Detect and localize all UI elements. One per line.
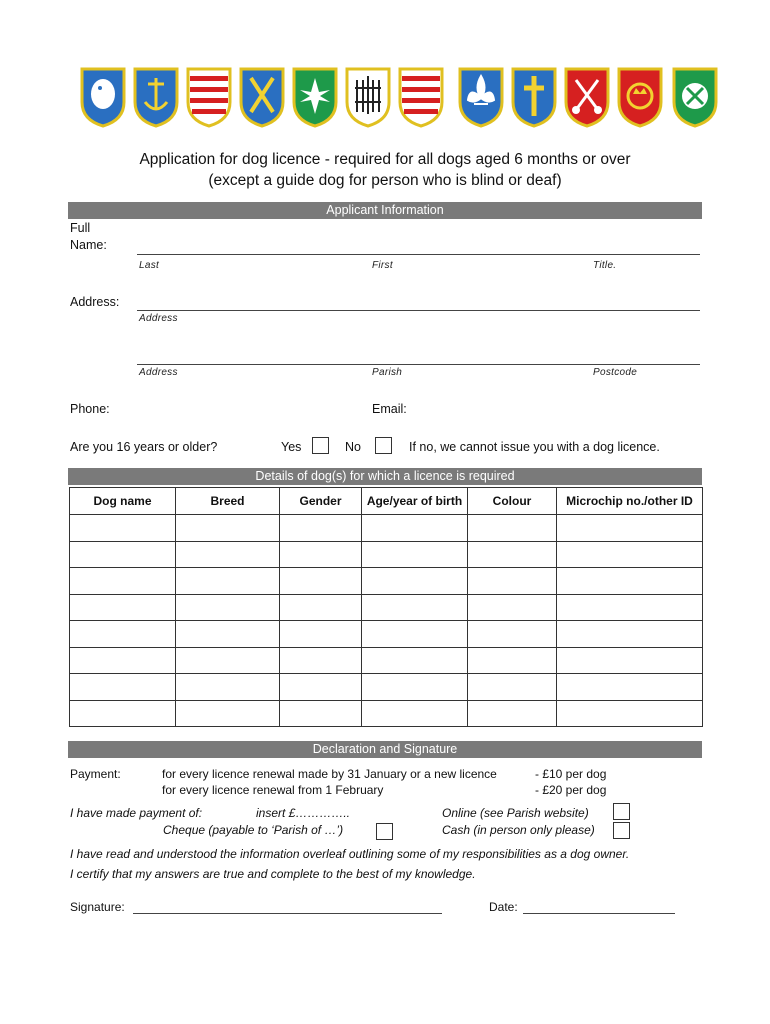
fee-1: - £10 per dog — [535, 767, 607, 781]
table-cell[interactable] — [280, 541, 362, 568]
signature-field[interactable] — [133, 913, 442, 914]
full-name-label — [70, 220, 107, 254]
table-cell[interactable] — [70, 647, 176, 674]
column-header-age: Age/year of birth — [362, 488, 468, 515]
table-cell[interactable] — [176, 674, 280, 701]
table-cell[interactable] — [468, 568, 557, 595]
table-cell[interactable] — [557, 621, 703, 648]
table-cell[interactable] — [557, 541, 703, 568]
stripes-crest-icon — [398, 66, 444, 128]
age-requirement-note: If no, we cannot issue you with a dog licence. — [409, 440, 660, 454]
table-row — [70, 621, 703, 648]
postcode-caption: Postcode — [593, 367, 638, 378]
payment-amount-field[interactable]: insert £………….. — [256, 806, 351, 820]
last-name-caption: Last — [139, 260, 160, 271]
cash-payment-label: Cash (in person only please) — [442, 823, 595, 837]
table-cell[interactable] — [468, 594, 557, 621]
table-cell[interactable] — [280, 674, 362, 701]
parish-crests — [80, 66, 720, 130]
table-cell[interactable] — [70, 700, 176, 727]
read-statement: I have read and understood the information overleaf outlining some of my responsibilities as a dog owner. — [70, 847, 630, 861]
table-cell[interactable] — [176, 541, 280, 568]
table-cell[interactable] — [70, 621, 176, 648]
table-row — [70, 674, 703, 701]
dog-details-table — [69, 487, 703, 727]
table-row — [70, 515, 703, 542]
table-cell[interactable] — [70, 594, 176, 621]
table-row — [70, 594, 703, 621]
table-cell[interactable] — [176, 515, 280, 542]
renewal-rule-2: for every licence renewal from 1 February — [162, 783, 384, 797]
table-row — [70, 541, 703, 568]
table-cell[interactable] — [468, 515, 557, 542]
online-payment-label: Online (see Parish website) — [442, 806, 589, 820]
address-field-1[interactable] — [137, 310, 700, 311]
dog-details-section-header: Details of dog(s) for which a licence is required — [68, 468, 702, 485]
no-checkbox[interactable] — [375, 437, 392, 454]
table-cell[interactable] — [70, 541, 176, 568]
dog-rows — [70, 515, 703, 727]
yes-label: Yes — [281, 440, 302, 454]
fee-2: - £20 per dog — [535, 783, 607, 797]
online-payment-checkbox[interactable] — [613, 803, 630, 820]
payment-label: Payment: — [70, 767, 121, 781]
table-cell[interactable] — [280, 700, 362, 727]
table-cell[interactable] — [557, 647, 703, 674]
stripes-crest-icon — [186, 66, 232, 128]
column-header-breed: Breed — [176, 488, 280, 515]
table-cell[interactable] — [362, 515, 468, 542]
table-cell[interactable] — [468, 621, 557, 648]
table-cell[interactable] — [280, 568, 362, 595]
column-header-colour: Colour — [468, 488, 557, 515]
crossed-keys-crest-icon — [564, 66, 610, 128]
table-cell[interactable] — [557, 700, 703, 727]
table-row — [70, 568, 703, 595]
cheque-payment-checkbox[interactable] — [376, 823, 393, 840]
table-cell[interactable] — [362, 594, 468, 621]
table-cell[interactable] — [70, 515, 176, 542]
crossed-axes-crest-icon — [239, 66, 285, 128]
renewal-rule-1: for every licence renewal made by 31 January or a new licence — [162, 767, 497, 781]
table-cell[interactable] — [280, 515, 362, 542]
portcullis-crest-icon — [345, 66, 391, 128]
address-caption-1: Address — [139, 313, 178, 324]
date-field[interactable] — [523, 913, 675, 914]
table-cell[interactable] — [362, 568, 468, 595]
full-name-label-line-2: Name: — [70, 238, 107, 252]
table-cell[interactable] — [176, 700, 280, 727]
table-cell[interactable] — [557, 568, 703, 595]
no-label: No — [345, 440, 361, 454]
full-name-field[interactable] — [137, 254, 700, 255]
crown-wreath-crest-icon — [617, 66, 663, 128]
fleur-de-lis-crest-icon — [458, 66, 504, 128]
table-cell[interactable] — [176, 594, 280, 621]
maltese-cross-crest-icon — [292, 66, 338, 128]
table-cell[interactable] — [362, 700, 468, 727]
full-name-label-line-1: Full — [70, 221, 91, 235]
certify-statement: I certify that my answers are true and complete to the best of my knowledge. — [70, 867, 476, 881]
signature-label: Signature: — [70, 900, 125, 914]
table-header-row — [70, 488, 703, 515]
table-cell[interactable] — [468, 674, 557, 701]
table-cell[interactable] — [557, 674, 703, 701]
table-cell[interactable] — [176, 621, 280, 648]
table-cell[interactable] — [468, 700, 557, 727]
column-header-microchip: Microchip no./other ID — [557, 488, 703, 515]
declaration-section-header: Declaration and Signature — [68, 741, 702, 758]
fish-crest-icon — [80, 66, 126, 128]
form-title-line-1: Application for dog licence - required for all dogs aged 6 months or over — [139, 151, 631, 168]
phone-label: Phone: — [70, 402, 110, 416]
table-row — [70, 700, 703, 727]
age-question: Are you 16 years or older? — [70, 440, 218, 454]
table-cell[interactable] — [280, 621, 362, 648]
table-cell[interactable] — [362, 621, 468, 648]
table-cell[interactable] — [70, 568, 176, 595]
address-label: Address: — [70, 295, 120, 309]
table-cell[interactable] — [362, 647, 468, 674]
payment-made-label: I have made payment of: — [70, 806, 203, 820]
table-cell[interactable] — [362, 674, 468, 701]
table-cell[interactable] — [280, 647, 362, 674]
first-name-caption: First — [372, 260, 393, 271]
table-cell[interactable] — [468, 647, 557, 674]
table-cell[interactable] — [362, 541, 468, 568]
table-cell[interactable] — [176, 568, 280, 595]
cash-payment-checkbox[interactable] — [613, 822, 630, 839]
parish-caption: Parish — [372, 367, 403, 378]
form-title-line-2: (except a guide dog for person who is blind or deaf) — [208, 172, 562, 189]
table-cell[interactable] — [176, 647, 280, 674]
table-cell[interactable] — [557, 515, 703, 542]
table-cell[interactable] — [280, 594, 362, 621]
title-caption: Title. — [593, 260, 617, 271]
applicant-section-header: Applicant Information — [68, 202, 702, 219]
garter-crest-icon — [672, 66, 718, 128]
yes-checkbox[interactable] — [312, 437, 329, 454]
table-cell[interactable] — [557, 594, 703, 621]
table-cell[interactable] — [468, 541, 557, 568]
column-header-dog-name: Dog name — [70, 488, 176, 515]
address-field-2[interactable] — [137, 364, 700, 365]
anchor-crest-icon — [133, 66, 179, 128]
column-header-gender: Gender — [280, 488, 362, 515]
cheque-payment-label: Cheque (payable to ‘Parish of …’) — [163, 823, 344, 837]
date-label: Date: — [489, 900, 518, 914]
cross-crest-icon — [511, 66, 557, 128]
address-caption-2: Address — [139, 367, 178, 378]
table-row — [70, 647, 703, 674]
table-cell[interactable] — [70, 674, 176, 701]
email-label: Email: — [372, 402, 407, 416]
